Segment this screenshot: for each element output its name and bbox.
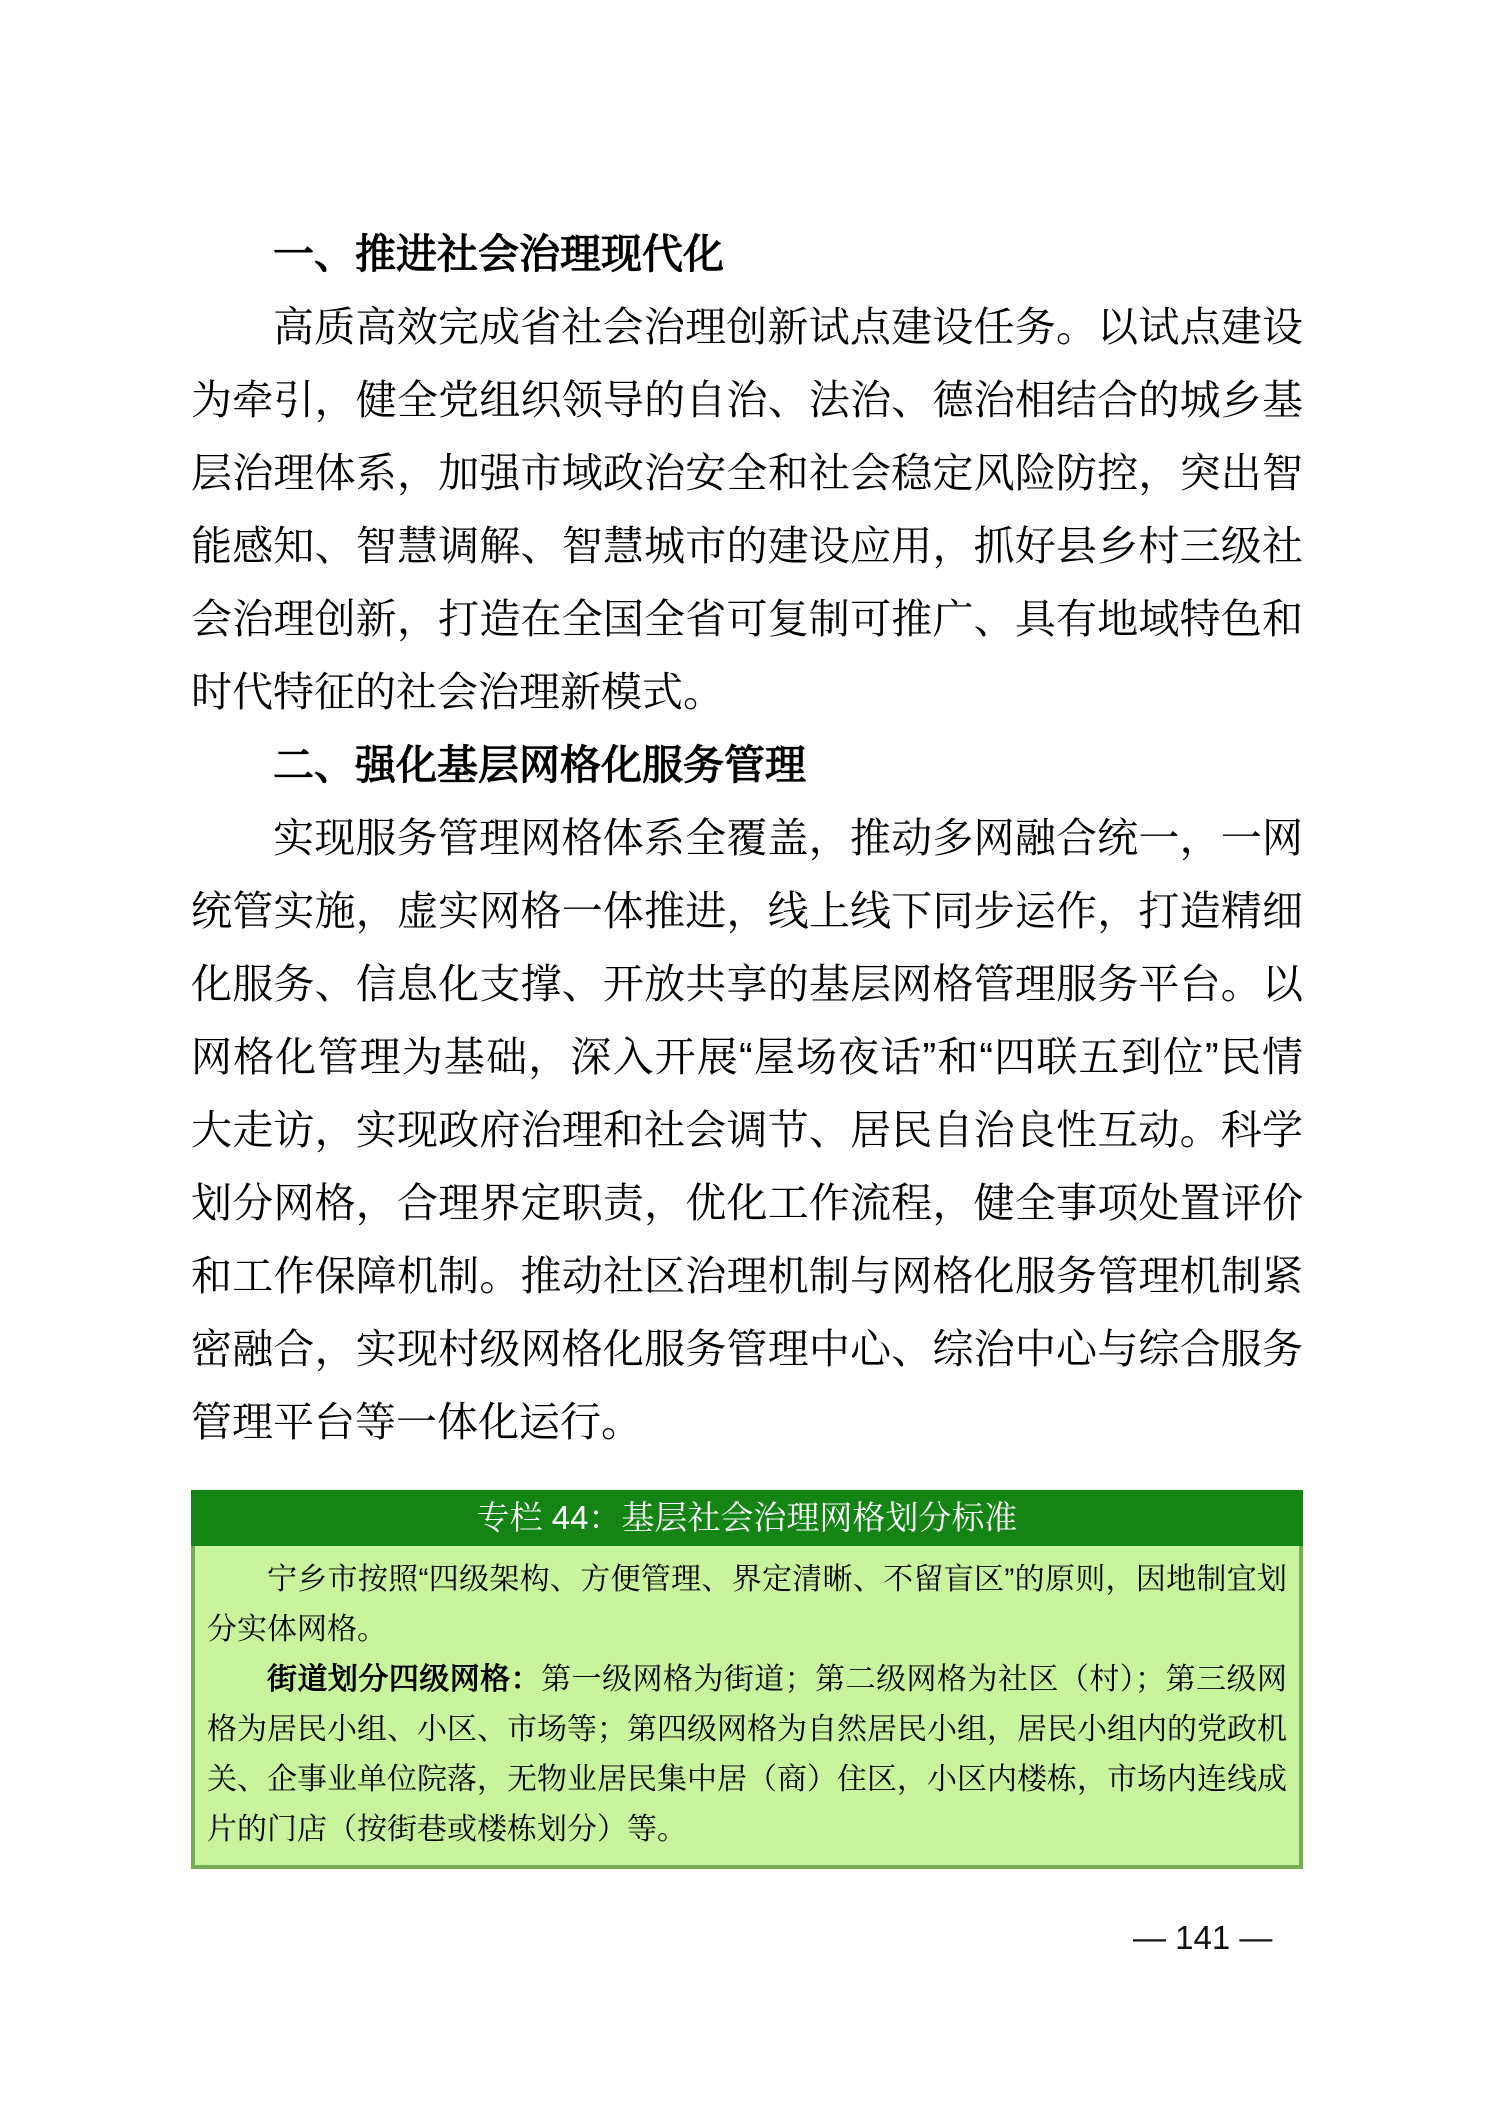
feature-box-paragraph-2 [207,1655,1287,1855]
feature-box-paragraph-2-lead: 街道划分四级网格： [267,1663,542,1696]
feature-box-paragraph-1: 宁乡市按照“四级架构、方便管理、界定清晰、不留盲区”的原则，因地制宜划分实体网格。 [207,1563,1287,1646]
section-1-paragraph: 高质高效完成省社会治理创新试点建设任务。以试点建设为牵引，健全党组织领导的自治、法治、德治相结合的城乡基层治理体系，加强市域政治安全和社会稳定风险防控，突出智能感知、智慧调解、智慧城市的建设应用，抓好县乡村三级社会治理创新，打造在全国全省可复制可推广、具有地域特色和时代特征的社会治理新模式。 [191,304,1303,715]
section-1-heading: 一、推进社会治理现代化 [273,231,724,277]
feature-box [191,1490,1303,1869]
feature-box-paragraph-2-text: 第一级网格为街道；第二级网格为社区（村）；第三级网格为居民小组、小区、市场等；第四级网格为自然居民小组，居民小组内的党政机关、企事业单位院落，无物业居民集中居（商）住区，小区内楼栋，市场内连线成片的门店（按街巷或楼栋划分）等。 [207,1663,1288,1846]
section-2-paragraph: 实现服务管理网格体系全覆盖，推动多网融合统一，一网统管实施，虚实网格一体推进，线上线下同步运作，打造精细化服务、信息化支撑、开放共享的基层网格管理服务平台。以网格化管理为基础，深入开展“屋场夜话”和“四联五到位”民情大走访，实现政府治理和社会调节、居民自治良性互动。科学划分网格，合理界定职责，优化工作流程，健全事项处置评价和工作保障机制。推动社区治理机制与网格化服务管理机制紧密融合，实现村级网格化服务管理中心、综治中心与综合服务管理平台等一体化运行。 [191,815,1303,1445]
feature-box-title: 专栏 44：基层社会治理网格划分标准 [191,1490,1303,1546]
section-2-heading: 二、强化基层网格化服务管理 [273,742,806,788]
page-number: — 141 — [1133,1919,1273,1956]
feature-box-body [191,1546,1303,1869]
document-content [191,218,1303,1869]
